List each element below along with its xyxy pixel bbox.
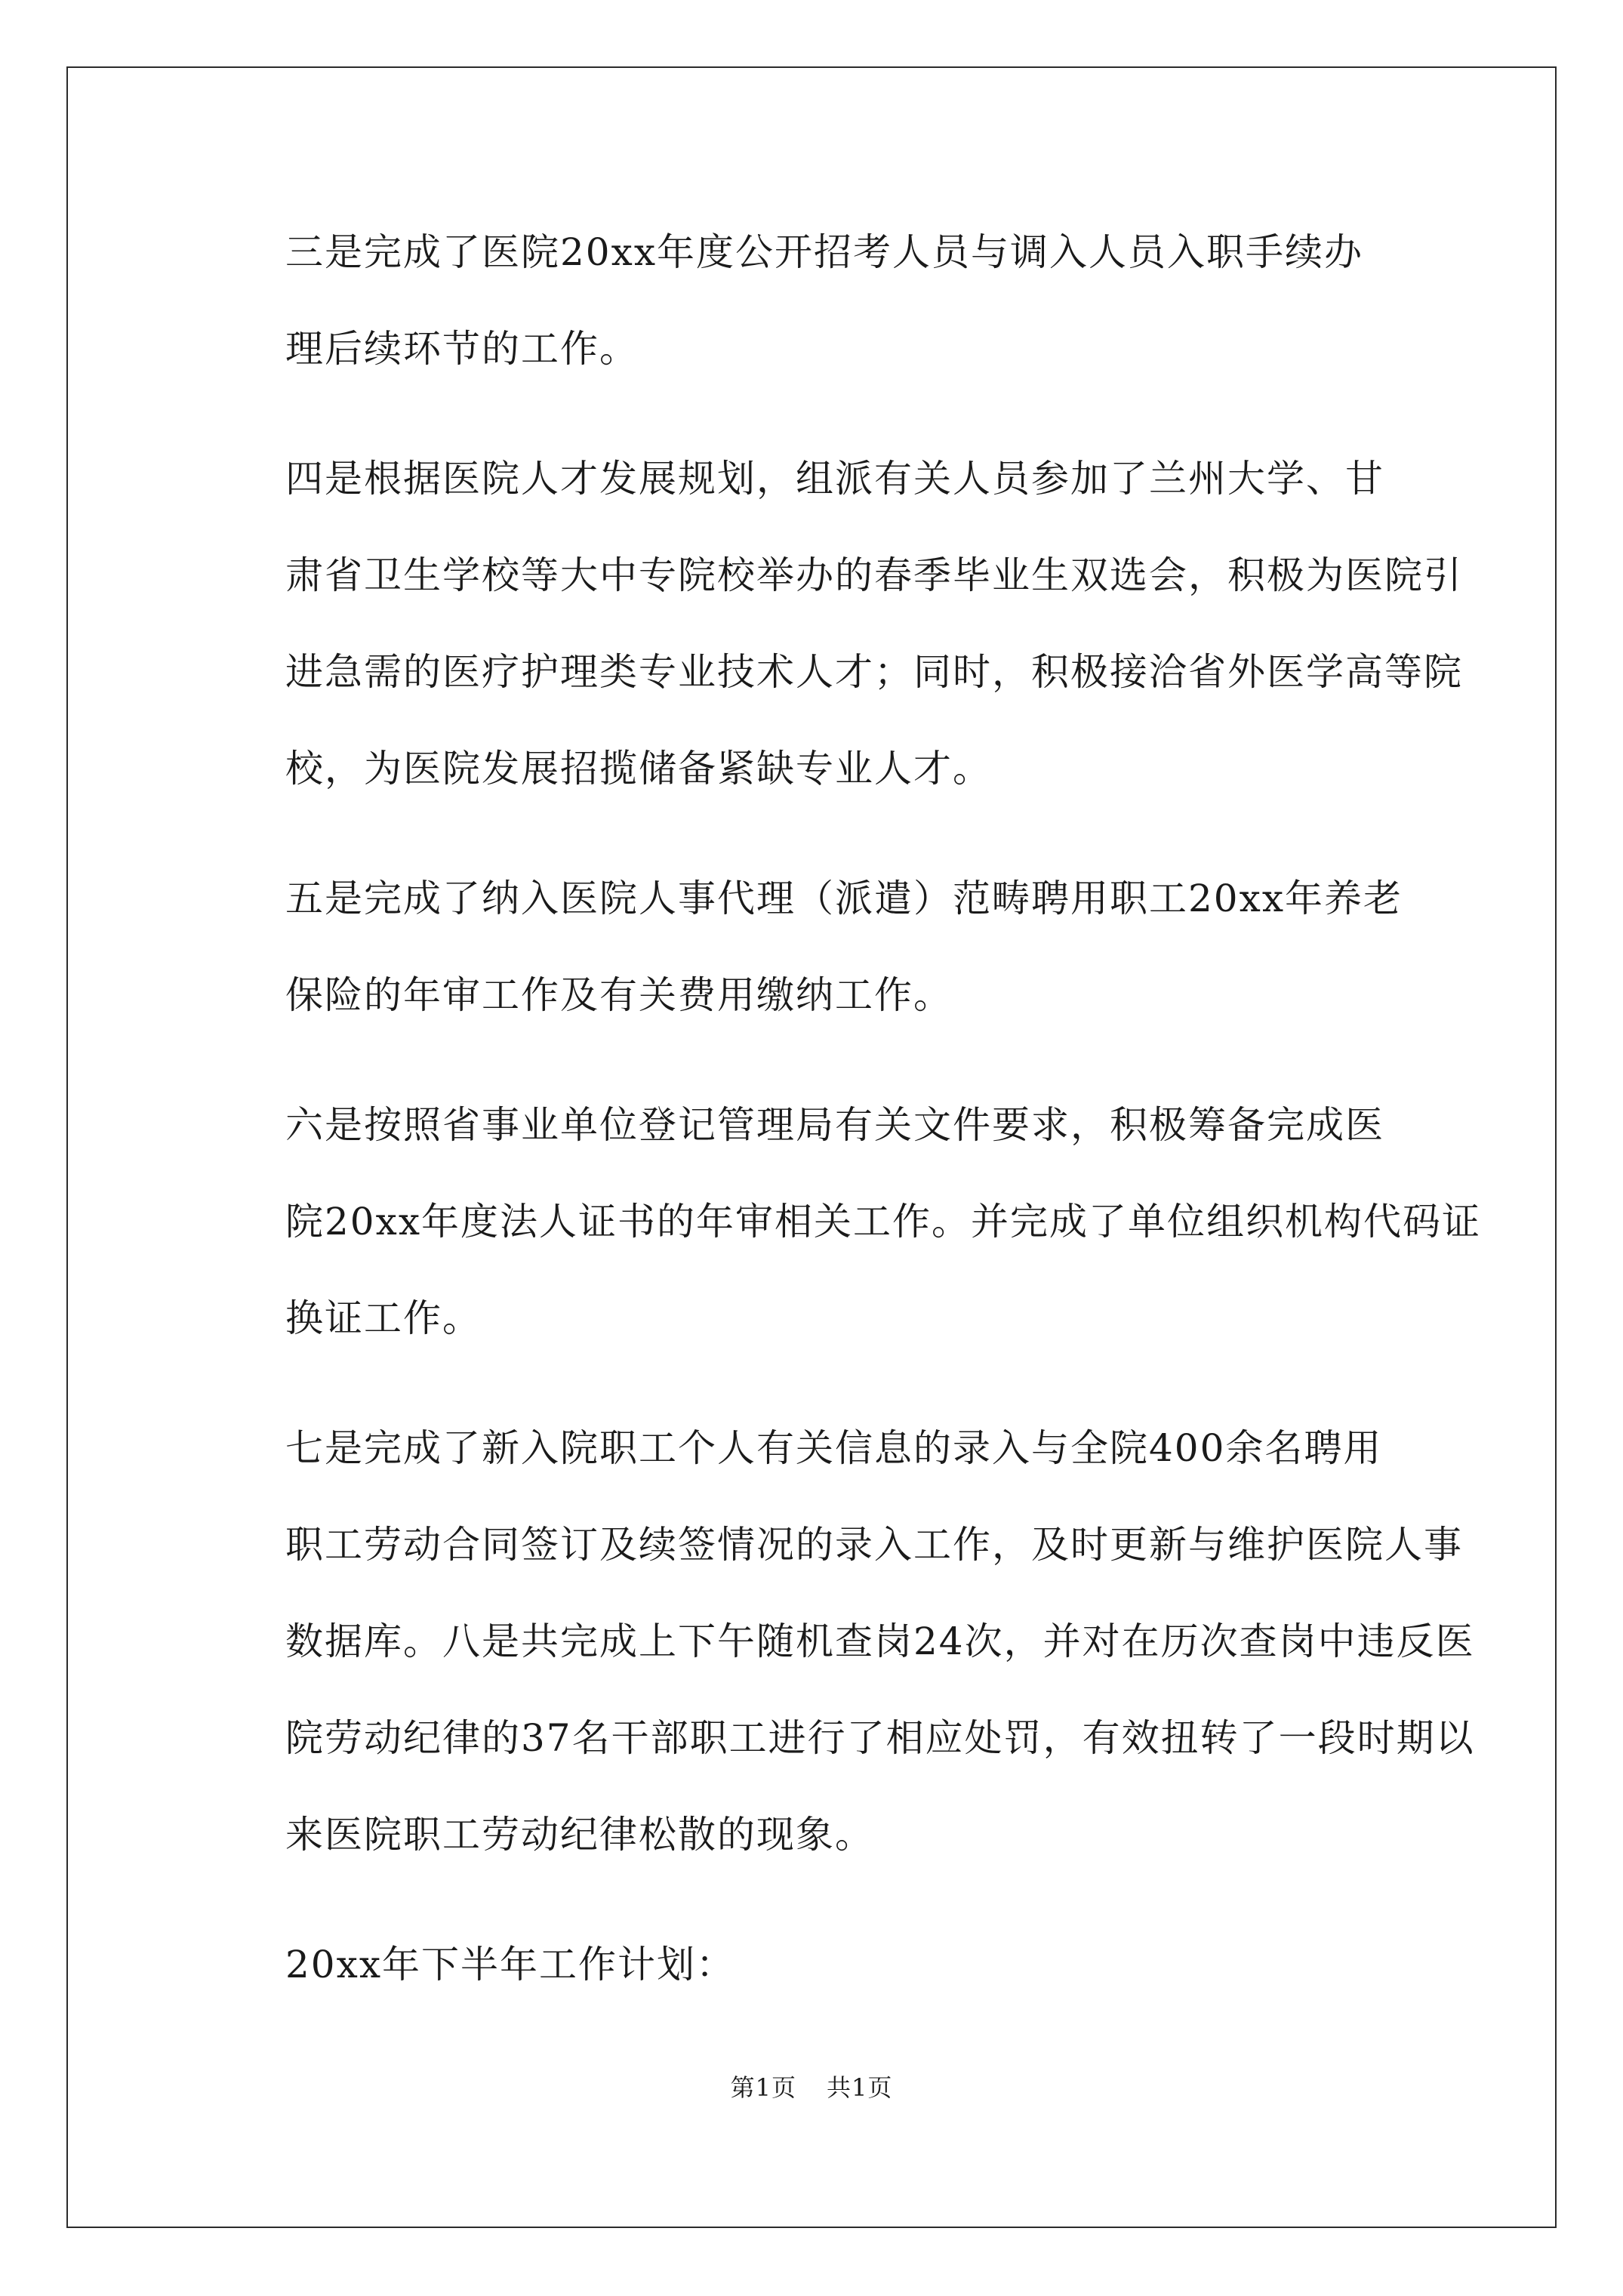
text-line: 院20xx年度法人证书的年审相关工作。并完成了单位组织机构代码证 — [285, 1200, 1482, 1244]
paragraph-4 — [210, 430, 1463, 817]
page-footer — [0, 2069, 1623, 2103]
text-line: 院劳动纪律的37名干部职工进行了相应处罚，有效扭转了一段时期以 — [285, 1716, 1475, 1760]
text-line: 三是完成了医院20xx年度公开招考人员与调入人员入职手续办 — [285, 230, 1364, 274]
paragraph-6 — [210, 1077, 1482, 1367]
text-line: 五是完成了纳入医院人事代理（派遣）范畴聘用职工20xx年养老 — [285, 877, 1403, 920]
text-line: 肃省卫生学校等大中专院校举办的春季毕业生双选会，积极为医院引 — [285, 553, 1463, 597]
text-line: 六是按照省事业单位登记管理局有关文件要求，积极筹备完成医 — [285, 1103, 1384, 1147]
paragraph-plan-heading — [210, 1916, 1433, 2013]
text-line: 七是完成了新入院职工个人有关信息的录入与全院400余名聘用 — [285, 1426, 1383, 1470]
text-line: 职工劳动合同签订及续签情况的录入工作，及时更新与维护医院人事 — [285, 1523, 1463, 1567]
text-line: 20xx年下半年工作计划： — [285, 1943, 736, 1986]
page-number-current: 第1页 — [730, 2073, 796, 2102]
text-line: 理后续环节的工作。 — [285, 327, 639, 371]
text-line: 进急需的医疗护理类专业技术人才；同时，积极接洽省外医学高等院 — [285, 650, 1463, 694]
text-line: 保险的年审工作及有关费用缴纳工作。 — [285, 973, 953, 1017]
page-number-total: 共1页 — [827, 2073, 893, 2102]
text-line: 数据库。八是共完成上下午随机查岗24次，并对在历次查岗中违反医 — [285, 1620, 1475, 1663]
text-line: 校，为医院发展招揽储备紧缺专业人才。 — [285, 747, 992, 791]
text-line: 来医院职工劳动纪律松散的现象。 — [285, 1813, 874, 1857]
document-body — [210, 204, 1482, 2046]
text-line: 换证工作。 — [285, 1296, 482, 1340]
text-line: 四是根据医院人才发展规划，组派有关人员参加了兰州大学、甘 — [285, 457, 1384, 501]
paragraph-3 — [210, 204, 1433, 397]
paragraph-5 — [210, 850, 1433, 1043]
paragraph-7 — [210, 1400, 1475, 1883]
